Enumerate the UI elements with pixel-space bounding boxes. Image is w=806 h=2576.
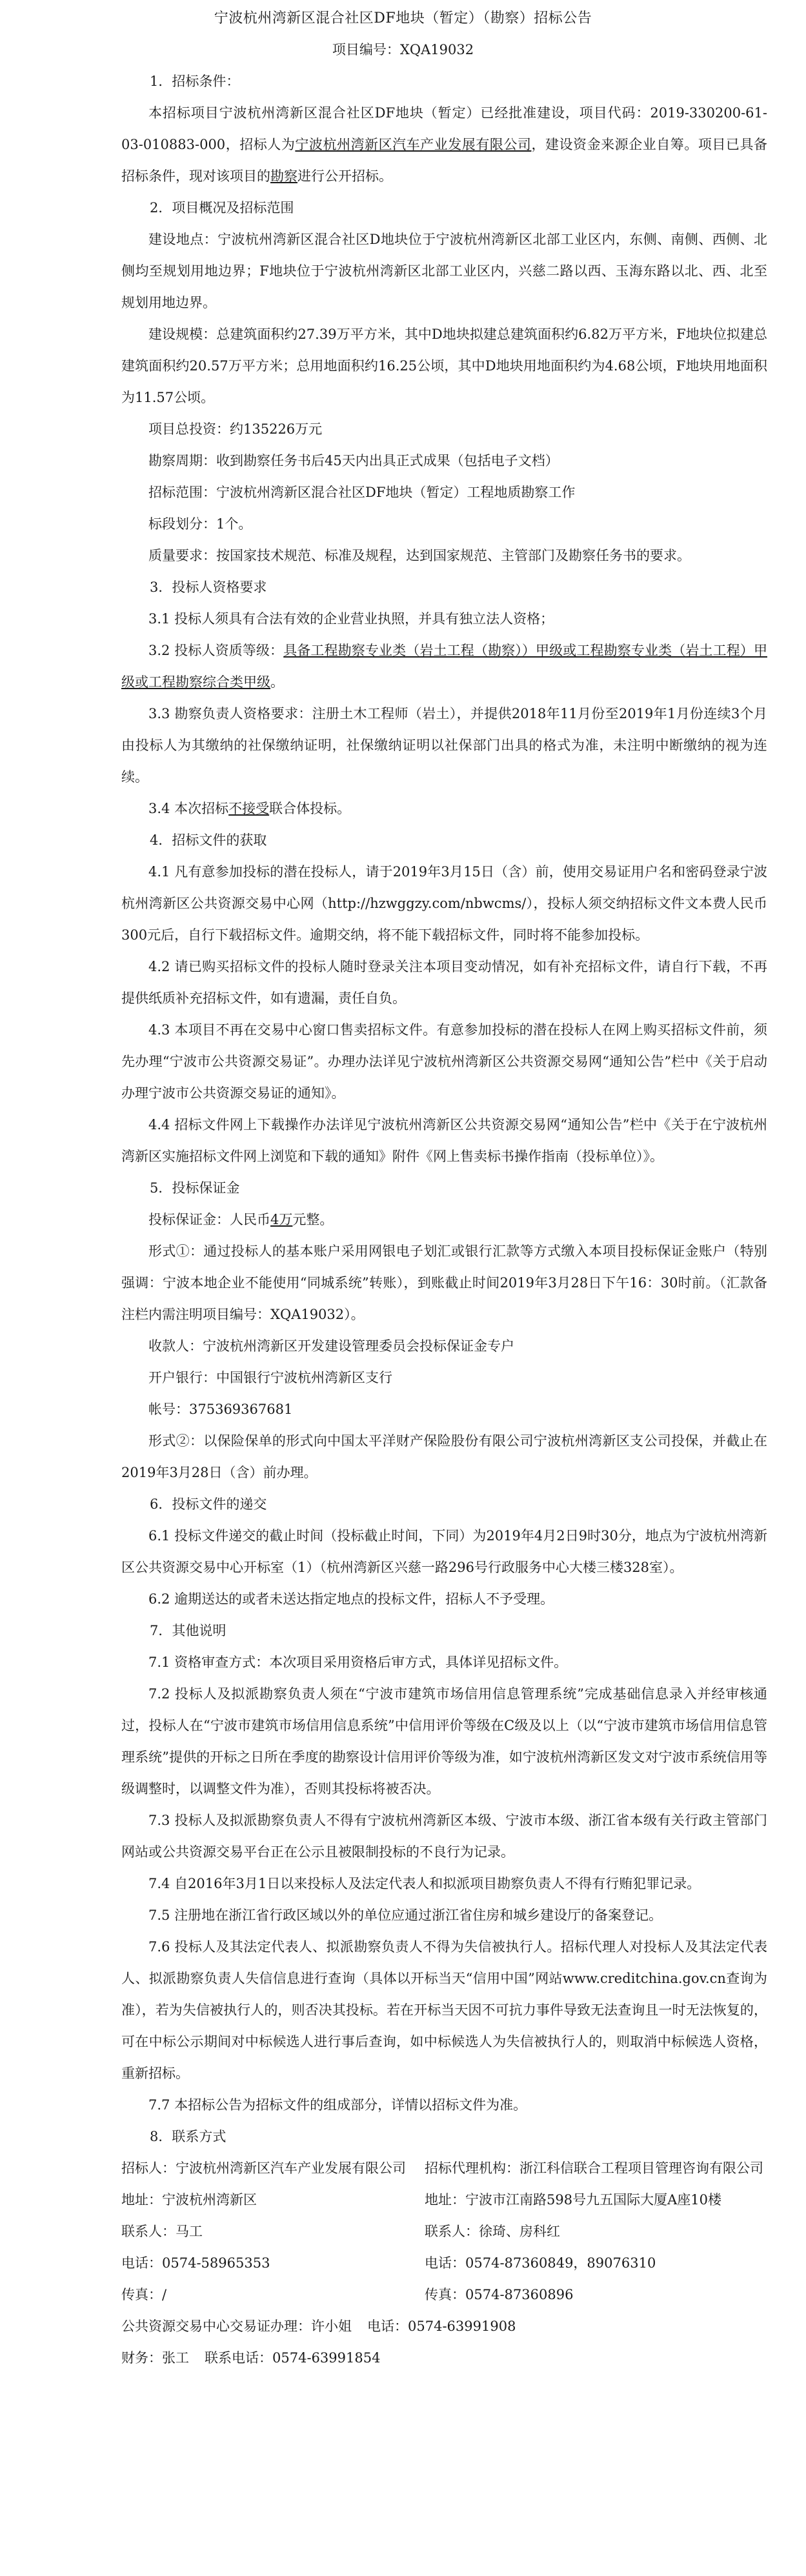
tenderer-contact: 招标人：宁波杭州湾新区汽车产业发展有限公司 xyxy=(121,2160,406,2176)
req-3-2-prefix: 3.2 投标人资质等级： xyxy=(148,643,284,658)
tender-scope: 招标范围：宁波杭州湾新区混合社区DF地块（暂定）工程地质勘察工作 xyxy=(148,485,576,500)
section-6-heading: 6．投标文件的递交 xyxy=(150,1496,267,1512)
requirement-3-3: 3.3 勘察负责人资格要求：注册土木工程师（岩土），并提供2018年11月份至2019年1月份连续3个月由投标人为其缴纳的社保缴纳证明，社保缴纳证明以社保部门出具的格式为准，未注明中断缴纳的视为连续。 xyxy=(121,706,767,785)
cert-contact-name: 公共资源交易中心交易证办理：许小姐 xyxy=(121,2319,352,2334)
construction-scale: 建设规模：总建筑面积约27.39万平方米，其中D地块拟建总建筑面积约6.82万平方米，F地块位拟建总建筑面积约20.57万平方米；总用地面积约16.25公顷，其中D地块用地面积约为4.68公顷，F地块用地面积为11.57公顷。 xyxy=(121,327,767,405)
deposit-bank: 开户银行：中国银行宁波杭州湾新区支行 xyxy=(148,1370,392,1385)
acquisition-4-3: 4.3 本项目不再在交易中心窗口售卖招标文件。有意参加投标的潜在投标人在网上购买招标文件前，须先办理“宁波市公共资源交易证”。办理办法详见宁波杭州湾新区公共资源交易网“通知公告”栏中《关于启动办理宁波市公共资源交易证的通知》。 xyxy=(121,1022,767,1101)
note-7-3: 7.3 投标人及拟派勘察负责人不得有宁波杭州湾新区本级、宁波市本级、浙江省本级有关行政主管部门网站或公共资源交易平台正在公示且被限制投标的不良行为记录。 xyxy=(121,1813,767,1860)
section-1-heading: 1．招标条件： xyxy=(150,74,240,89)
note-7-5: 7.5 注册地在浙江省行政区域以外的单位应通过浙江省住房和城乡建设厅的备案登记。 xyxy=(148,1907,663,1923)
deposit-form-2: 形式②：以保险保单的形式向中国太平洋财产保险股份有限公司宁波杭州湾新区支公司投保，并截止在2019年3月28日（含）前办理。 xyxy=(121,1433,767,1480)
deposit-value: 4万 xyxy=(270,1212,293,1227)
req-3-2-suffix: 。 xyxy=(270,674,284,690)
deposit-prefix: 投标保证金：人民币 xyxy=(148,1212,270,1227)
deposit-payee: 收款人：宁波杭州湾新区开发建设管理委员会投标保证金专户 xyxy=(148,1338,514,1354)
section-5-heading: 5．投标保证金 xyxy=(150,1180,240,1196)
contact-row-tenderer xyxy=(121,2153,806,2184)
acquisition-4-2: 4.2 请已购买招标文件的投标人随时登录关注本项目变动情况，如有补充招标文件，请自行下载，不再提供纸质补充招标文件，如有遗漏，责任自负。 xyxy=(121,959,767,1006)
s1-text-b: 2019-330200-61-03-010883-000，招标人为 xyxy=(121,105,767,152)
cert-contact-phone: 电话：0574-63991908 xyxy=(367,2319,516,2334)
deposit-form-1: 形式①：通过投标人的基本账户采用网银电子划汇或银行汇款等方式缴入本项目投标保证金账户（特别强调：宁波本地企业不能使用“同城系统”转账），到账截止时间2019年3月28日下午16：30时前。（汇款备注栏内需注明项目编号：XQA19032）。 xyxy=(121,1243,767,1322)
acquisition-4-4: 4.4 招标文件网上下载操作办法详见宁波杭州湾新区公共资源交易网“通知公告”栏中《关于在宁波杭州湾新区实施招标文件网上浏览和下载的通知》附件《网上售卖标书操作指南（投标单位）》。 xyxy=(121,1117,767,1164)
consortium-not-accepted: 不接受 xyxy=(228,801,270,816)
quality-requirement: 质量要求：按国家技术规范、标准及规程，达到国家规范、主管部门及勘察任务书的要求。 xyxy=(148,548,690,563)
contact-row-person xyxy=(121,2216,806,2248)
deposit-amount xyxy=(121,1204,767,1236)
requirement-3-1: 3.1 投标人须具有合法有效的企业营业执照，并具有独立法人资格； xyxy=(148,611,554,627)
note-7-4: 7.4 自2016年3月1日以来投标人及法定代表人和拟派项目勘察负责人不得有行贿犯罪记录。 xyxy=(148,1876,701,1891)
project-number: 项目编号：XQA19032 xyxy=(332,42,474,57)
contact-row-phone xyxy=(121,2248,806,2279)
contact-row-address xyxy=(121,2184,806,2216)
tenderer-person: 联系人：马工 xyxy=(121,2224,203,2239)
requirement-3-2 xyxy=(121,635,767,698)
page-title: 宁波杭州湾新区混合社区DF地块（暂定）（勘察）招标公告 xyxy=(214,10,592,26)
survey-term: 勘察 xyxy=(270,168,297,184)
submission-6-1: 6.1 投标文件递交的截止时间（投标截止时间，下同）为2019年4月2日9时30分，地点为宁波杭州湾新区公共资源交易中心开标室（1）（杭州湾新区兴慈一路296号行政服务中心大楼三楼328室）。 xyxy=(121,1528,767,1575)
deposit-suffix: 元整。 xyxy=(292,1212,334,1227)
survey-period: 勘察周期：收到勘察任务书后45天内出具正式成果（包括电子文档） xyxy=(148,453,559,468)
note-7-2: 7.2 投标人及拟派勘察负责人须在“宁波市建筑市场信用信息管理系统”完成基础信息录入并经审核通过，投标人在“宁波市建筑市场信用信息系统”中信用评价等级在C级及以上（以“宁波市建筑市场信用信息管理系统”提供的开标之日所在季度的勘察设计信用评价等级为准，如宁波杭州湾新区发文对宁波市系统信用等级调整时，以调整文件为准），否则其投标将被否决。 xyxy=(121,1686,767,1796)
tenderer-phone: 电话：0574-58965353 xyxy=(121,2255,270,2271)
req-3-4-prefix: 3.4 本次招标 xyxy=(148,801,229,816)
tenderer-address: 地址：宁波杭州湾新区 xyxy=(121,2192,257,2208)
tenderer-fax: 传真：/ xyxy=(121,2287,167,2302)
agency-contact: 招标代理机构：浙江科信联合工程项目管理咨询有限公司 xyxy=(425,2160,763,2176)
total-investment: 项目总投资：约135226万元 xyxy=(148,421,323,437)
agency-fax: 传真：0574-87360896 xyxy=(425,2287,574,2302)
section-7-heading: 7．其他说明 xyxy=(150,1623,227,1638)
req-3-4-suffix: 联合体投标。 xyxy=(269,801,351,816)
finance-contact xyxy=(121,2342,806,2374)
acquisition-4-1: 4.1 凡有意参加投标的潜在投标人，请于2019年3月15日（含）前，使用交易证用户名和密码登录宁波杭州湾新区公共资源交易中心网（http://hzwggzy.com/nbwcms/），投标人须交纳招标文件文本费人民币300元后，自行下载招标文件。逾期交纳，将不能下载招标文件，同时将不能参加投标。 xyxy=(121,864,767,943)
submission-6-2: 6.2 逾期送达的或者未送达指定地点的投标文件，招标人不予受理。 xyxy=(148,1591,554,1607)
note-7-6: 7.6 投标人及其法定代表人、拟派勘察负责人不得为失信被执行人。招标代理人对投标人及其法定代表人、拟派勘察负责人失信信息进行查询（具体以开标当天“信用中国”网站www.creditchina.gov.cn查询为准），若为失信被执行人的，则否决其投标。若在开标当天因不可抗力事件导致无法查询且一时无法恢复的，可在中标公示期间对中标候选人进行事后查询，如中标候选人为失信被执行人的，则取消中标候选人资格，重新招标。 xyxy=(121,1939,767,2081)
agency-person: 联系人：徐琦、房科红 xyxy=(425,2224,560,2239)
section-3-heading: 3．投标人资格要求 xyxy=(150,579,267,595)
agency-phone: 电话：0574-87360849，89076310 xyxy=(425,2255,656,2271)
section-1-paragraph xyxy=(121,97,767,192)
transaction-cert-contact xyxy=(121,2311,806,2342)
finance-contact-phone: 联系电话：0574-63991854 xyxy=(205,2350,381,2366)
qualification-level: 具备工程勘察专业类（岩土工程（勘察））甲级或工程勘察专业类（岩土工程）甲级或工程勘察综合类甲级 xyxy=(121,643,767,690)
note-7-7: 7.7 本招标公告为招标文件的组成部分，详情以招标文件为准。 xyxy=(148,2097,527,2113)
section-4-heading: 4．招标文件的获取 xyxy=(150,832,267,848)
section-2-heading: 2．项目概况及招标范围 xyxy=(150,200,294,216)
construction-location: 建设地点：宁波杭州湾新区混合社区D地块位于宁波杭州湾新区北部工业区内，东侧、南侧、西侧、北侧均至规划用地边界；F地块位于宁波杭州湾新区北部工业区内，兴慈二路以西、玉海东路以北、西、北至规划用地边界。 xyxy=(121,232,767,310)
requirement-3-4 xyxy=(121,793,767,825)
lot-division: 标段划分：1个。 xyxy=(148,516,252,532)
finance-contact-name: 财务：张工 xyxy=(121,2350,189,2366)
s1-text-d: 进行公开招标。 xyxy=(297,168,392,184)
tenderer-name: 宁波杭州湾新区汽车产业发展有限公司 xyxy=(295,137,532,152)
section-8-heading: 8．联系方式 xyxy=(150,2129,227,2144)
deposit-account: 帐号：375369367681 xyxy=(148,1402,293,1417)
contact-row-fax xyxy=(121,2279,806,2311)
s1-text-c: ，建设资金来源企业自筹。项目已具备招标条件，现对该项目的 xyxy=(121,137,767,184)
note-7-1: 7.1 资格审查方式：本次项目采用资格后审方式，具体详见招标文件。 xyxy=(148,1655,568,1670)
agency-address: 地址：宁波市江南路598号九五国际大厦A座10楼 xyxy=(425,2192,721,2208)
s1-text-a: 本招标项目宁波杭州湾新区混合社区DF地块（暂定）已经批准建设，项目代码： xyxy=(148,105,650,121)
